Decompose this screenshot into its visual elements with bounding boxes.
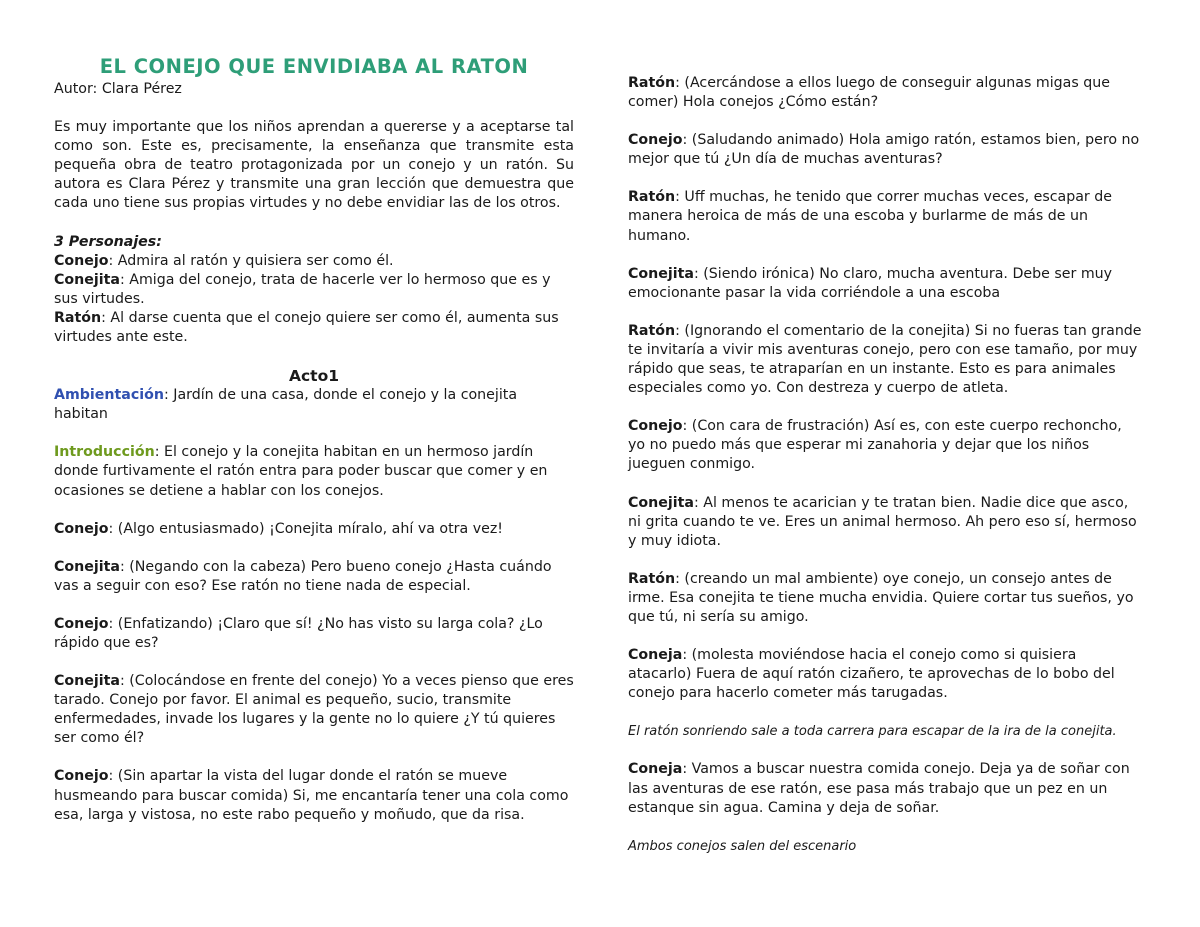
speaker-line: : Uff muchas, he tenido que correr muchas veces, escapar de manera heroica de más de una escoba y burlarme de más de un humano. <box>628 189 1113 244</box>
speaker-name: Ratón <box>628 570 676 587</box>
dialogue-line <box>628 265 1142 303</box>
introduction-text: : El conejo y la conejita habitan en un hermoso jardín donde furtivamente el ratón entra para poder buscar que comer y en ocasiones se detiene a hablar con los conejos. <box>54 444 548 499</box>
speaker-name: Conejo <box>628 418 683 435</box>
dialogue-line <box>628 188 1142 245</box>
dialogue-line <box>54 558 574 596</box>
character-item <box>54 271 574 309</box>
author-line: Autor: Clara Pérez <box>54 81 182 97</box>
speaker-line: : Al menos te acarician y te tratan bien. Nadie dice que asco, ni grita cuando te ve. Eres un animal hermoso. Ah pero eso sí, hermoso y muy idiota. <box>628 494 1137 549</box>
speaker-name: Ratón <box>628 189 676 206</box>
speaker-name: Coneja <box>628 761 683 778</box>
speaker-name: Conejo <box>628 132 683 149</box>
speaker-name: Conejita <box>54 673 120 690</box>
speaker-line: : (Negando con la cabeza) Pero bueno conejo ¿Hasta cuándo vas a seguir con eso? Ese ratón no tiene nada de especial. <box>54 558 552 594</box>
speaker-name: Conejo <box>54 520 109 537</box>
intro-paragraph: Es muy importante que los niños aprendan a quererse y a aceptarse tal como son. Este es, precisamente, la enseñanza que transmite esta pequeña obra de teatro protagonizada por un conejo y un ratón. Su autora es Clara Pérez y transmite una gran lección que demuestra que cada uno tiene sus propias virtudes y no debe envidiar las de los otros. <box>54 119 574 212</box>
speaker-line: : Vamos a buscar nuestra comida conejo. Deja ya de soñar con las aventuras de ese ratón, ese pasa más trabajo que un pez en un estanque sin agua. Camina y deja de soñar. <box>628 761 1130 816</box>
speaker-line: : (Ignorando el comentario de la conejita) Si no fueras tan grande te invitaría a vivir mis aventuras conejo, pero con ese tamaño, por muy rápido que seas, te atraparían en un instante. Esto es para animales especiales como yo. Con destreza y cuerpo de atleta. <box>628 322 1142 397</box>
speaker-line: : (Sin apartar la vista del lugar donde el ratón se mueve husmeando para buscar comida) Si, me encantaría tener una cola como esa, larga y vistosa, no este rabo pequeño y moñudo, que da risa. <box>54 768 569 823</box>
stage-direction: El ratón sonriendo sale a toda carrera para escapar de la ira de la conejita. <box>628 724 1117 740</box>
introduction-label: Introducción <box>54 444 155 461</box>
act-heading: Acto1 <box>288 367 340 386</box>
character-desc: : Admira al ratón y quisiera ser como él. <box>108 252 394 269</box>
dialogue-line <box>54 767 574 824</box>
character-name: Conejita <box>54 271 120 288</box>
speaker-line: : (Algo entusiasmado) ¡Conejita míralo, ahí va otra vez! <box>108 520 503 537</box>
dialogue-line <box>628 570 1142 627</box>
setting-label: Ambientación <box>54 387 164 404</box>
character-desc: : Amiga del conejo, trata de hacerle ver lo hermoso que es y sus virtudes. <box>54 271 551 307</box>
dialogue-line <box>628 74 1142 112</box>
dialogue-line <box>628 322 1142 398</box>
speaker-name: Conejita <box>54 558 120 575</box>
character-name: Conejo <box>54 252 109 269</box>
right-column <box>628 74 1142 856</box>
speaker-line: : (Acercándose a ellos luego de conseguir algunas migas que comer) Hola conejos ¿Cómo están? <box>628 75 1110 111</box>
play-title: EL CONEJO QUE ENVIDIABA AL RATON <box>99 55 529 78</box>
speaker-name: Ratón <box>628 322 676 339</box>
speaker-line: : (molesta moviéndose hacia el conejo como si quisiera atacarlo) Fuera de aquí ratón cizañero, te aprovechas de lo bobo del conejo para hacerlo cometer más tarugadas. <box>628 647 1115 702</box>
setting-text: : Jardín de una casa, donde el conejo y la conejita habitan <box>54 387 518 423</box>
setting-paragraph <box>54 386 574 424</box>
speaker-line: : (Saludando animado) Hola amigo ratón, estamos bien, pero no mejor que tú ¿Un día de muchas aventuras? <box>628 132 1140 168</box>
left-column <box>54 80 574 825</box>
stage-direction: Ambos conejos salen del escenario <box>628 838 857 854</box>
introduction-paragraph <box>54 443 574 500</box>
dialogue-line <box>628 646 1142 703</box>
dialogue-line <box>54 672 574 748</box>
dialogue-line <box>628 417 1142 474</box>
speaker-name: Ratón <box>628 75 676 91</box>
dialogue-line <box>628 494 1142 551</box>
speaker-name: Conejo <box>54 768 109 785</box>
dialogue-line <box>628 760 1142 817</box>
speaker-name: Coneja <box>628 647 683 664</box>
characters-heading: 3 Personajes: <box>54 233 162 250</box>
speaker-line: : (Colocándose en frente del conejo) Yo a veces pienso que eres tarado. Conejo por favor. El animal es pequeño, sucio, transmite enfermedades, invade los lugares y la gente no lo quiere ¿Y tú quieres ser como él? <box>54 673 574 747</box>
character-desc: : Al darse cuenta que el conejo quiere ser como él, aumenta sus virtudes ante este. <box>54 309 559 346</box>
speaker-line: : (Enfatizando) ¡Claro que sí! ¿No has visto su larga cola? ¿Lo rápido que es? <box>54 615 543 651</box>
dialogue-line <box>54 615 574 653</box>
speaker-line: : (Con cara de frustración) Así es, con este cuerpo rechoncho, yo no puedo más que esperar mi zanahoria y dejar que los niños jueguen conmigo. <box>628 418 1122 473</box>
speaker-line: : (Siendo irónica) No claro, mucha aventura. Debe ser muy emocionante pasar la vida corriéndole a una escoba <box>628 265 1113 301</box>
speaker-name: Conejita <box>628 494 694 511</box>
character-name: Ratón <box>54 309 102 326</box>
character-item <box>54 309 574 347</box>
speaker-name: Conejita <box>628 265 694 282</box>
speaker-name: Conejo <box>54 615 109 632</box>
speaker-line: : (creando un mal ambiente) oye conejo, un consejo antes de irme. Esa conejita te tiene mucha envidia. Quiere cortar tus sueños, yo que tú, ni sería su amigo. <box>628 570 1134 625</box>
dialogue-line <box>54 520 574 539</box>
dialogue-line <box>628 131 1142 169</box>
character-item <box>54 252 574 271</box>
